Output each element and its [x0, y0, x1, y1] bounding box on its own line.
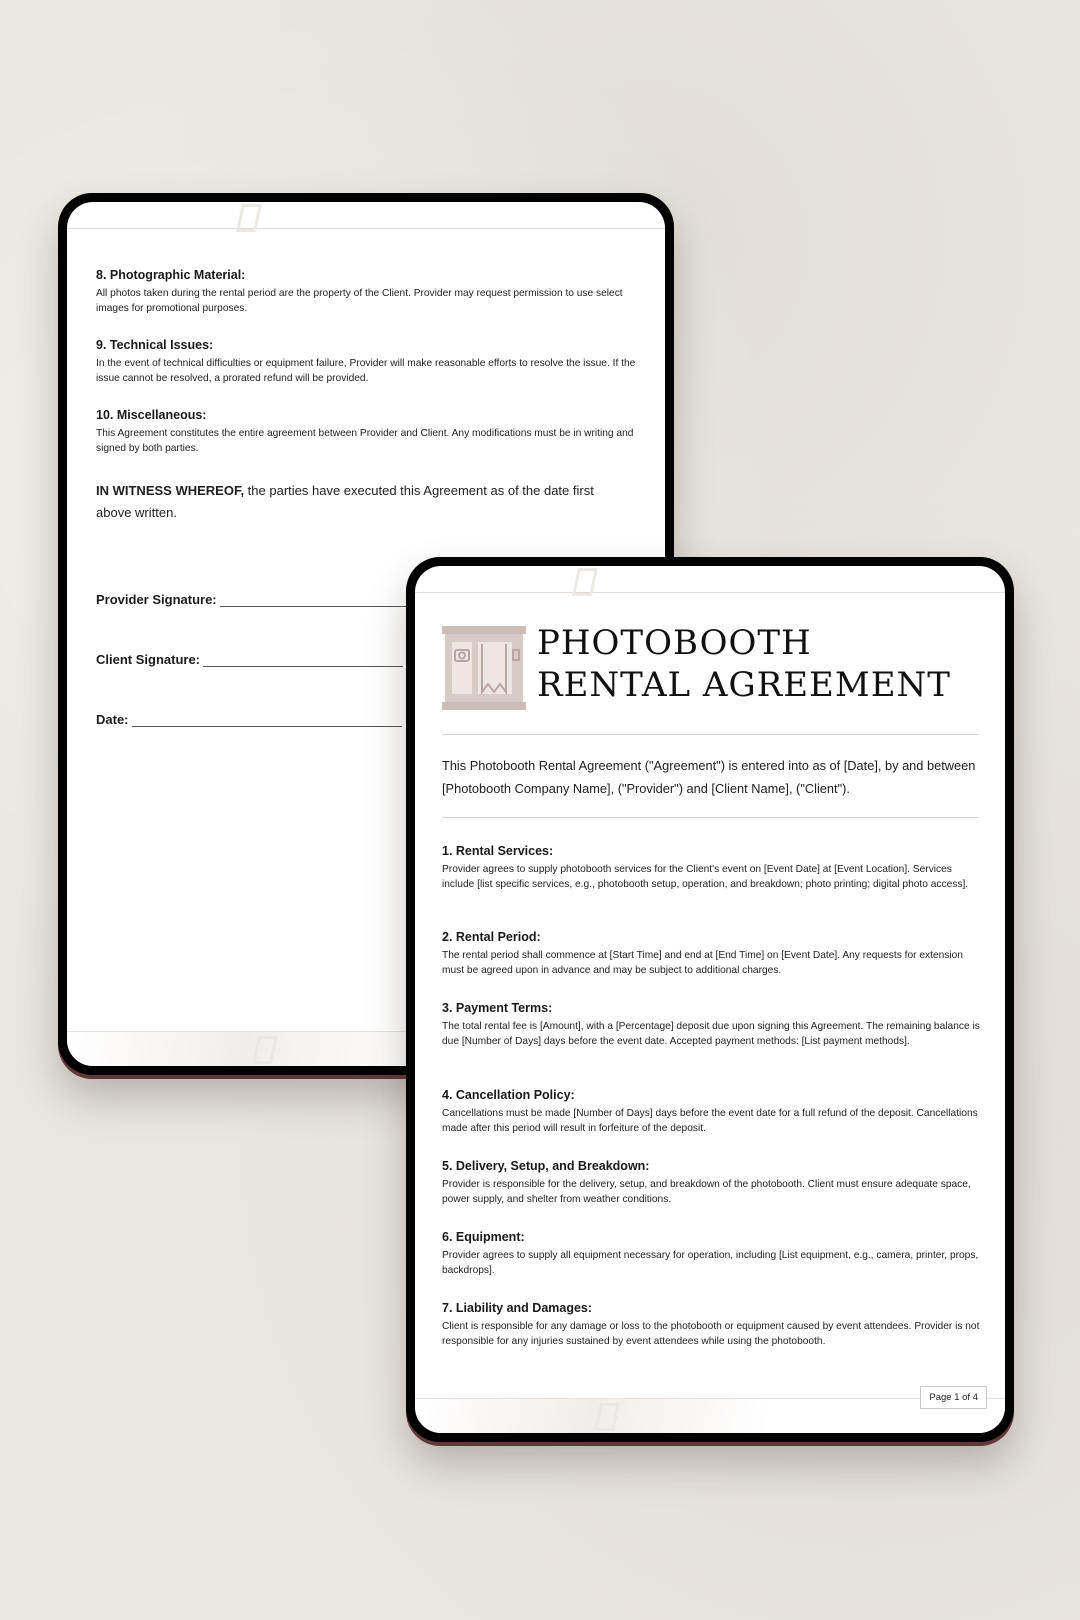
section-heading: 5. Delivery, Setup, and Breakdown:: [442, 1159, 650, 1173]
date-row: [96, 712, 402, 727]
section-8: [96, 268, 636, 316]
divider-bottom: [442, 817, 978, 818]
section-4: [442, 1088, 981, 1136]
section-9: [96, 338, 636, 386]
section-heading: 7. Liability and Damages:: [442, 1301, 593, 1315]
section-2: [442, 930, 981, 978]
page-number: Page 1 of 4: [920, 1386, 987, 1409]
client-signature-row: [96, 652, 403, 667]
section-body: Provider is responsible for the delivery, setup, and breakdown of the photobooth. Client must ensure adequate space, power supply, and shelter from weather conditions.: [442, 1179, 971, 1205]
section-heading: 10. Miscellaneous:: [96, 408, 207, 422]
section-body: All photos taken during the rental period are the property of the Client. Provider may request permission to use select images for promotional purposes.: [96, 288, 623, 314]
front-page: [415, 566, 1005, 1433]
page-bottom-band: [415, 1398, 1005, 1433]
section-10: [96, 408, 636, 456]
section-body: Provider agrees to supply all equipment necessary for operation, including [List equipment, e.g., camera, printer, props, backdrops].: [442, 1250, 979, 1276]
section-heading: 9. Technical Issues:: [96, 338, 214, 352]
section-heading: 2. Rental Period:: [442, 930, 541, 944]
section-body: Cancellations must be made [Number of Days] days before the event date for a full refund of the deposit. Cancellations made after this period will result in forfeiture of the deposit.: [442, 1108, 978, 1134]
section-5: [442, 1159, 981, 1207]
front-tablet: [406, 557, 1014, 1442]
provider-signature-label: Provider Signature:: [96, 592, 217, 607]
witness-text: the parties have executed this Agreement as of the date first above written.: [96, 483, 594, 520]
photobooth-icon: [442, 626, 526, 710]
section-heading: 3. Payment Terms:: [442, 1001, 553, 1015]
section-heading: 8. Photographic Material:: [96, 268, 246, 282]
date-label: Date:: [96, 712, 129, 727]
section-3: [442, 1001, 981, 1049]
divider-top: [442, 734, 978, 735]
section-7: [442, 1301, 981, 1349]
intro-paragraph: This Photobooth Rental Agreement ("Agreement") is entered into as of [Date], by and between [Photobooth Company Name], ("Provider") and [Client Name], ("Client").: [442, 758, 976, 796]
section-heading: 4. Cancellation Policy:: [442, 1088, 575, 1102]
section-1: [442, 844, 981, 892]
section-body: The rental period shall commence at [Start Time] and end at [End Time] on [Event Date]. Any requests for extension must be agreed upon in advance and may be subject to additional charges.: [442, 950, 963, 976]
section-heading: 1. Rental Services:: [442, 844, 554, 858]
witness-statement: [96, 480, 625, 524]
page-title: PHOTOBOOTH RENTAL AGREEMENT: [537, 623, 951, 705]
section-body: Provider agrees to supply photobooth services for the Client's event on [Event Date] at [Event Location]. Services include [list specific services, e.g., photobooth setup, operation, and breakdown; photo printing; digital photo access].: [442, 864, 969, 890]
provider-signature-row: [96, 592, 410, 607]
provider-signature-line[interactable]: [220, 594, 410, 607]
section-6: [442, 1230, 981, 1278]
witness-bold: IN WITNESS WHEREOF,: [96, 483, 245, 498]
page-top-rule: [67, 228, 665, 229]
date-line[interactable]: [132, 714, 402, 727]
section-body: This Agreement constitutes the entire agreement between Provider and Client. Any modifications must be in writing and signed by both parties.: [96, 428, 634, 454]
section-body: The total rental fee is [Amount], with a [Percentage] deposit due upon signing this Agreement. The remaining balance is due [Number of Days] days before the event date. Accepted payment methods: [List payment methods].: [442, 1021, 980, 1047]
section-heading: 6. Equipment:: [442, 1230, 525, 1244]
section-body: In the event of technical difficulties or equipment failure, Provider will make reasonable efforts to resolve the issue. If the issue cannot be resolved, a prorated refund will be provided.: [96, 358, 636, 384]
client-signature-label: Client Signature:: [96, 652, 201, 667]
client-signature-line[interactable]: [203, 654, 403, 667]
section-body: Client is responsible for any damage or loss to the photobooth or equipment caused by event attendees. Provider is not responsible for any injuries sustained by event attendees while using the photobooth.: [442, 1321, 980, 1347]
page-top-rule: [415, 592, 1005, 593]
